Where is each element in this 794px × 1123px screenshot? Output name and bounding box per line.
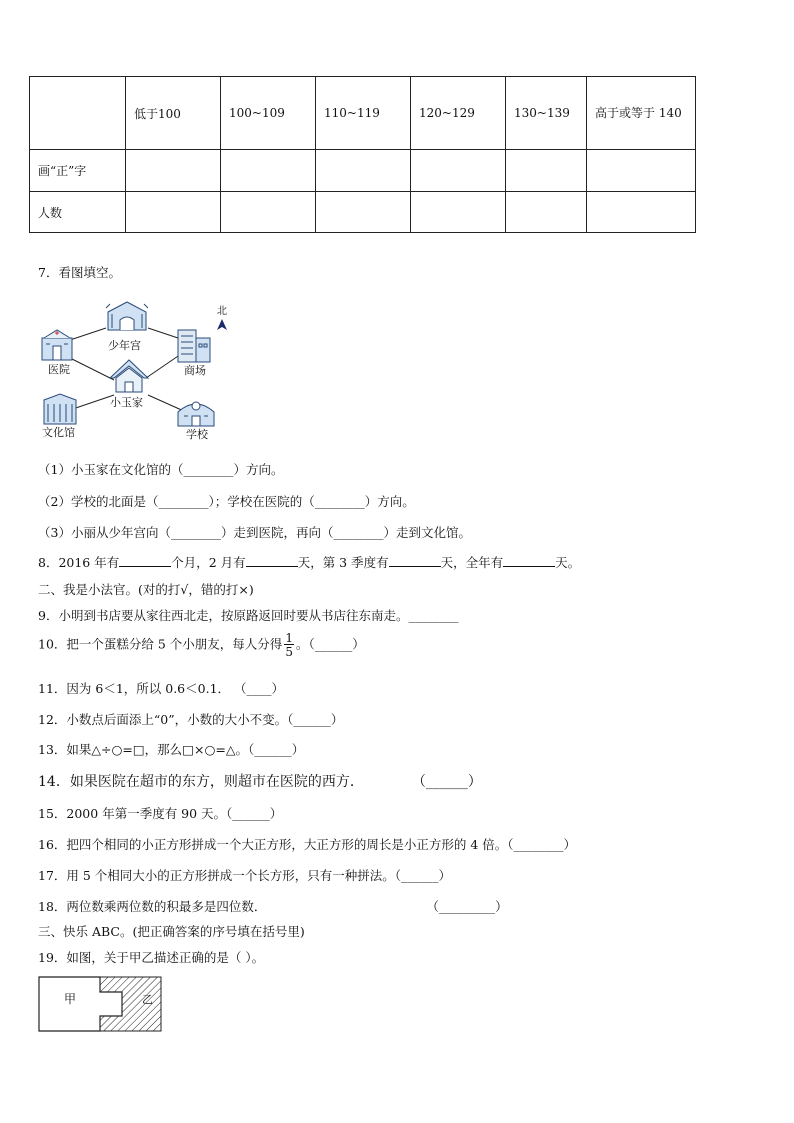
q7-sub1: （1）小玉家在文化馆的（________）方向。 (38, 462, 284, 477)
q16: 16．把四个相同的小正方形拼成一个大正方形，大正方形的周长是小正方形的 4 倍。（________） (38, 837, 577, 852)
table-cell (316, 192, 411, 233)
q10-answer: 。（______） (295, 636, 365, 652)
table-cell (221, 192, 316, 233)
fraction-denominator: 5 (285, 645, 293, 659)
q8 (38, 553, 580, 571)
q8-part-b: 个月，2 月有 (171, 555, 246, 570)
place-yiyuan: 医院 (48, 363, 70, 376)
table-cell (506, 192, 587, 233)
youth-palace-icon (106, 302, 148, 330)
q12: 12．小数点后面添上“0”，小数的大小不变。（______） (38, 712, 344, 727)
row-label: 画“正”字 (30, 150, 126, 192)
fraction-one-fifth (284, 632, 294, 658)
mall-icon (178, 330, 210, 362)
q14-text: 14．如果医院在超市的东方，则超市在医院的西方． (38, 774, 364, 790)
hospital-icon (42, 330, 72, 360)
q17: 17．用 5 个相同大小的正方形拼成一个长方形，只有一种拼法。（______） (38, 868, 452, 883)
table-cell (506, 150, 587, 192)
q7-title: 7．看图填空。 (38, 265, 121, 280)
direction-map-figure (36, 300, 236, 442)
table-row (30, 150, 696, 192)
q18 (38, 897, 508, 915)
table-row (30, 192, 696, 233)
q10 (38, 632, 365, 658)
q8-blank-year-days[interactable] (503, 554, 555, 568)
place-shangchang: 商场 (184, 364, 206, 377)
q15: 15．2000 年第一季度有 90 天。（______） (38, 806, 283, 821)
table-header-cell: 低于100 (126, 77, 221, 150)
table-cell (221, 150, 316, 192)
table-cell (587, 150, 696, 192)
table-cell (316, 150, 411, 192)
table-header-cell: 高于或等于 140 (587, 77, 696, 150)
fraction-numerator: 1 (285, 631, 293, 645)
q11: 11．因为 6＜1，所以 0.6＜0.1． （____） (38, 681, 284, 696)
label-jia: 甲 (64, 992, 77, 1006)
q8-part-d: 天，全年有 (440, 555, 504, 570)
table-header-cell: 120~129 (411, 77, 506, 150)
table-cell (126, 192, 221, 233)
q18-answer: （_________） (426, 899, 508, 914)
section-2-heading: 二、我是小法官。(对的打√，错的打×) (38, 582, 254, 597)
place-xuexiao: 学校 (186, 428, 208, 441)
place-shaoniangong: 少年宫 (108, 339, 141, 352)
table-header-cell: 110~119 (316, 77, 411, 150)
north-label: 北 (217, 306, 227, 317)
table-cell (411, 150, 506, 192)
q9: 9．小明到书店要从家往西北走，按原路返回时要从书店往东南走。________ (38, 608, 459, 623)
table-header-row (30, 77, 696, 150)
table-header-cell: 100~109 (221, 77, 316, 150)
q13: 13．如果△÷○=□，那么□×○=△。（______） (38, 742, 305, 757)
q14-answer: （______） (411, 774, 482, 790)
q19-figure (38, 976, 164, 1034)
q8-blank-months[interactable] (119, 554, 171, 568)
q7-sub2: （2）学校的北面是（________）；学校在医院的（________）方向。 (38, 494, 415, 509)
q8-blank-q3-days[interactable] (389, 554, 441, 568)
score-tally-table (29, 76, 696, 233)
home-icon (110, 360, 148, 392)
q14 (38, 771, 482, 791)
place-xiaoyujia: 小玉家 (110, 396, 143, 409)
table-cell (587, 192, 696, 233)
q8-part-e: 天。 (555, 555, 581, 570)
table-header-cell (30, 77, 126, 150)
table-cell (126, 150, 221, 192)
school-icon (178, 402, 214, 426)
q8-part-c: 天，第 3 季度有 (297, 555, 389, 570)
row-label: 人数 (30, 192, 126, 233)
q7-sub3: （3）小丽从少年宫向（________）走到医院，再向（________）走到文化馆。 (38, 525, 471, 540)
table-header-cell: 130~139 (506, 77, 587, 150)
q18-text: 18．两位数乘两位数的积最多是四位数． (38, 899, 267, 914)
place-wenhuaguan: 文化馆 (42, 426, 75, 439)
north-arrow-icon (217, 319, 227, 330)
q8-blank-feb-days[interactable] (246, 554, 298, 568)
culture-center-icon (44, 394, 76, 424)
q10-text: 10．把一个蛋糕分给 5 个小朋友，每人分得 (38, 636, 283, 652)
q8-part-a: 8．2016 年有 (38, 555, 120, 570)
label-yi: 乙 (142, 993, 153, 1006)
table-cell (411, 192, 506, 233)
section-3-heading: 三、快乐 ABC。(把正确答案的序号填在括号里) (38, 924, 305, 939)
q19: 19．如图，关于甲乙描述正确的是（ ）。 (38, 950, 265, 965)
